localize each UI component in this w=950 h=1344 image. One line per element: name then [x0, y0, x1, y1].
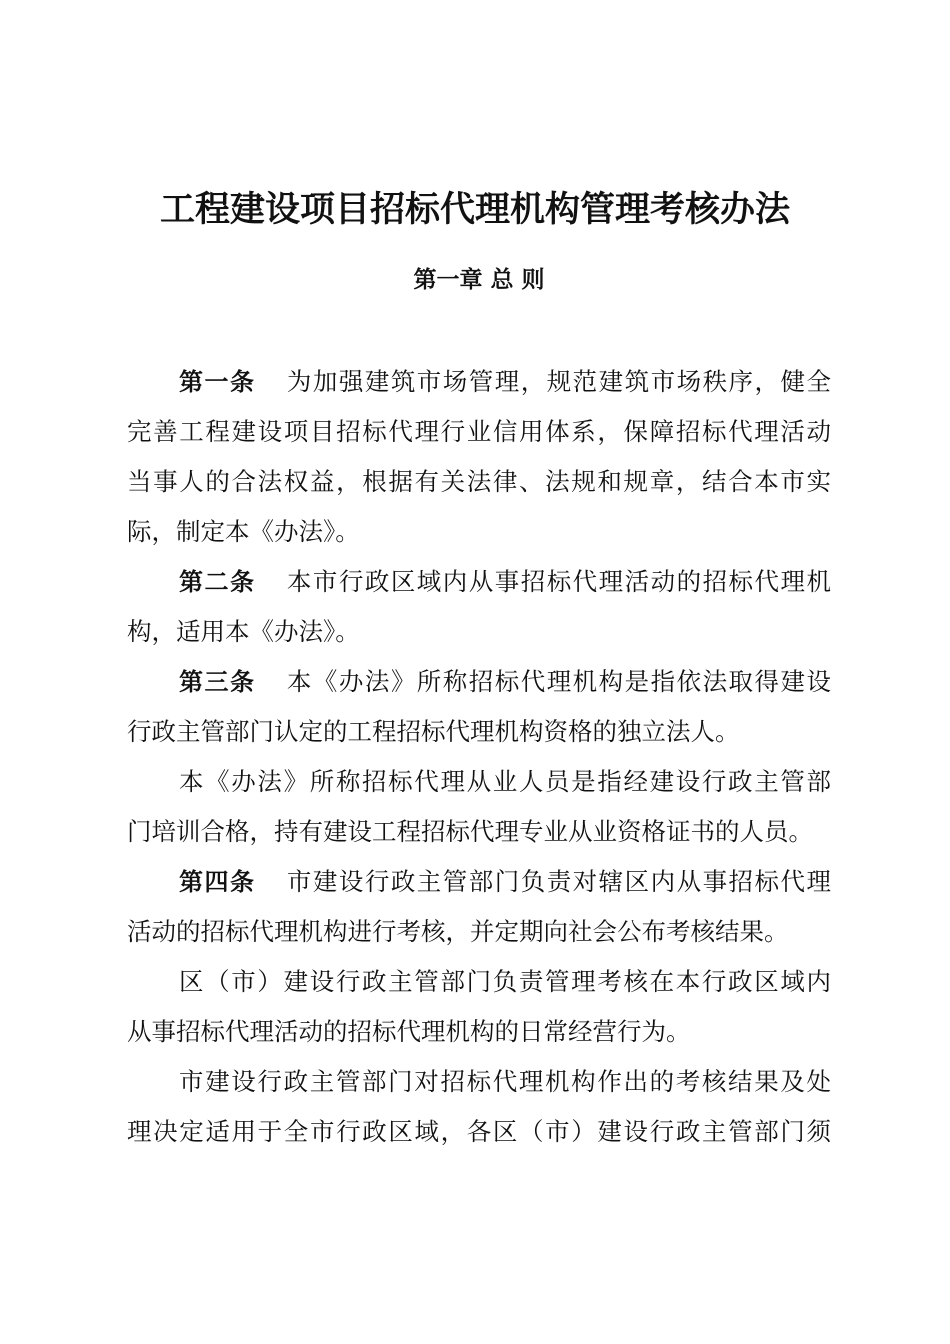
article-3-label: 第三条 — [179, 668, 256, 696]
article-2-line-1 — [179, 560, 831, 604]
article-1-line-1 — [179, 360, 831, 404]
paragraph-line: 门培训合格，持有建设工程招标代理专业从业资格证书的人员。 — [127, 817, 813, 846]
article-3-line-1 — [179, 660, 831, 704]
article-4-label: 第四条 — [179, 868, 256, 896]
article-2-label: 第二条 — [179, 568, 256, 596]
paragraph-line: 际，制定本《办法》。 — [127, 517, 360, 546]
paragraph-line: 市建设行政主管部门对招标代理机构作出的考核结果及处 — [179, 1067, 831, 1096]
paragraph-line: 本《办法》所称招标代理从业人员是指经建设行政主管部 — [179, 767, 831, 796]
paragraph-line: 完善工程建设项目招标代理行业信用体系，保障招标代理活动 — [127, 417, 831, 446]
paragraph-line: 构，适用本《办法》。 — [127, 617, 360, 646]
paragraph-line: 行政主管部门认定的工程招标代理机构资格的独立法人。 — [127, 717, 740, 746]
paragraph-line: 当事人的合法权益，根据有关法律、法规和规章，结合本市实 — [127, 467, 831, 496]
paragraph-line: 理决定适用于全市行政区域，各区（市）建设行政主管部门须 — [127, 1117, 831, 1146]
paragraph-line: 从事招标代理活动的招标代理机构的日常经营行为。 — [127, 1017, 691, 1046]
article-4-line-1 — [179, 860, 831, 904]
article-1-label: 第一条 — [179, 368, 256, 396]
paragraph-line: 区（市）建设行政主管部门负责管理考核在本行政区域内 — [179, 967, 831, 996]
chapter-heading: 第一章 总 则 — [413, 267, 545, 293]
document-title: 工程建设项目招标代理机构管理考核办法 — [159, 190, 790, 230]
article-1-text: 为加强建筑市场管理，规范建筑市场秩序，健全 — [285, 367, 831, 396]
article-4-text: 市建设行政主管部门负责对辖区内从事招标代理 — [285, 867, 831, 896]
article-3-text: 本《办法》所称招标代理机构是指依法取得建设 — [285, 667, 831, 696]
article-2-text: 本市行政区域内从事招标代理活动的招标代理机 — [285, 567, 831, 596]
paragraph-line: 活动的招标代理机构进行考核，并定期向社会公布考核结果。 — [127, 917, 789, 946]
